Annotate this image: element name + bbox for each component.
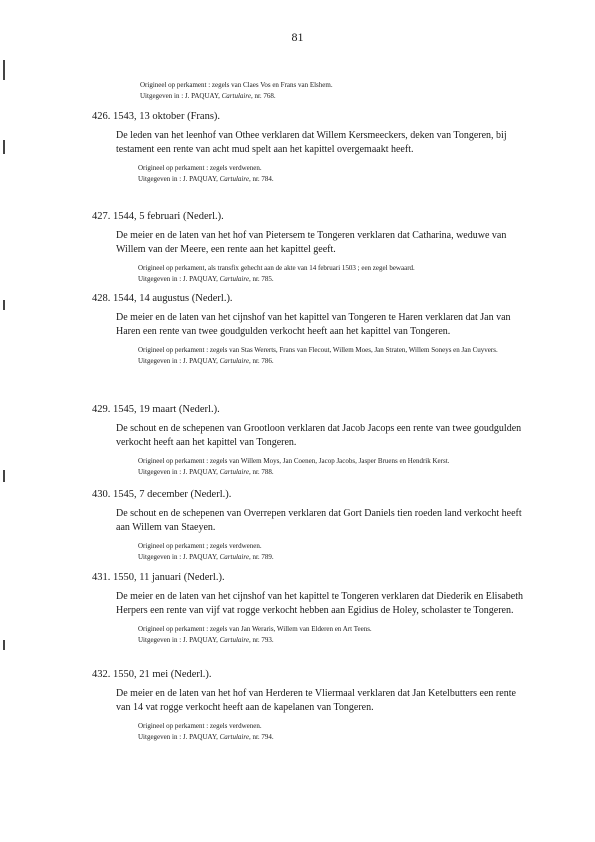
- original-line: Origineel op perkament : zegels van Jan Weraris, Willem van Elderen en Art Teens.: [138, 625, 372, 633]
- scan-edge-mark: [3, 140, 5, 154]
- scan-edge-mark: [3, 60, 5, 80]
- document-entry-429: [92, 403, 532, 478]
- edited-line: Uitgegeven in : J. PAQUAY, Cartulaire, nr. 784.: [138, 175, 274, 183]
- entry-summary: De schout en de schepenen van Grootloon verklaren dat Jacob Jacops een rente van twee goudgulden verkocht heeft aan het kapittel van Tongeren.: [116, 423, 522, 448]
- document-entry-432: [92, 668, 532, 743]
- edited-line: Uitgegeven in : J. PAQUAY, Cartulaire, nr. 789.: [138, 553, 274, 561]
- edited-line: Uitgegeven in : J. PAQUAY, Cartulaire, nr. 794.: [138, 733, 274, 741]
- entry-heading: 428. 1544, 14 augustus (Nederl.).: [92, 293, 233, 304]
- original-line: Origineel op perkament : zegels verdwenen.: [138, 164, 262, 172]
- edited-line: Uitgegeven in : J. PAQUAY, Cartulaire, nr. 793.: [138, 636, 274, 644]
- entry-heading: 430. 1545, 7 december (Nederl.).: [92, 489, 232, 500]
- entry-summary: De meier en de laten van het hof van Pietersem te Tongeren verklaren dat Catharina, weduwe van Willem van der Meere, een rente aan het kapittel geeft.: [116, 230, 507, 255]
- original-line: Origineel op perkament : zegels van Willem Moys, Jan Coenen, Jacop Jacobs, Jasper Bruens en Hendrik Kerst.: [138, 457, 450, 465]
- entry-heading: 429. 1545, 19 maart (Nederl.).: [92, 404, 220, 415]
- entry-summary: De meier en de laten van het cijnshof van het kapittel te Tongeren verklaren dat Diederik en Elisabeth Herpers een rente van vijf vat rogge verkocht hebben aan Egidius de Holey, scholaster te Tongeren.: [116, 591, 524, 616]
- entry-heading: 431. 1550, 11 januari (Nederl.).: [92, 572, 225, 583]
- entry-summary: De meier en de laten van het hof van Herderen te Vliermaal verklaren dat Jan Ketelbutters een rente van 14 vat rogge verkocht heeft aan de kapelanen van Tongeren.: [116, 688, 516, 713]
- entry-source-note: [138, 624, 532, 646]
- entry-source-note: [138, 456, 532, 478]
- entry-summary: De schout en de schepenen van Overrepen verklaren dat Gort Daniels tien roeden land verkocht heeft aan Willem van Staeyen.: [116, 508, 522, 533]
- scan-edge-mark: [3, 300, 5, 310]
- entry-source-note: [138, 163, 532, 185]
- edited-line: Uitgegeven in : J. PAQUAY, Cartulaire, nr. 768.: [140, 92, 276, 100]
- original-line: Origineel op perkament : zegels van Claes Vos en Frans van Elshem.: [140, 81, 333, 89]
- original-line: Origineel op perkament : zegels van Stas Wererts, Frans van Flecout, Willem Moes, Jan Straten, Willem Soneys en Jan Cuyvers.: [138, 346, 498, 354]
- source-note-top: [140, 80, 540, 102]
- original-line: Origineel op perkament, als transfix gehecht aan de akte van 14 februari 1503 ; een zegel bewaard.: [138, 264, 415, 272]
- document-entry-427: [92, 210, 532, 285]
- document-entry-431: [92, 571, 532, 646]
- document-entry-426: [92, 110, 532, 185]
- original-line: Origineel op perkament : zegels verdwenen.: [138, 722, 262, 730]
- scan-edge-mark: [3, 640, 5, 650]
- entry-heading: 427. 1544, 5 februari (Nederl.).: [92, 211, 224, 222]
- entry-source-note: [138, 541, 532, 563]
- original-line: Origineel op perkament ; zegels verdwenen.: [138, 542, 262, 550]
- entry-summary: De leden van het leenhof van Othee verklaren dat Willem Kersmeeckers, deken van Tongeren, bij testament een rente van acht mud spelt aan het kapittel overgemaakt heeft.: [116, 130, 507, 155]
- edited-line: Uitgegeven in : J. PAQUAY, Cartulaire, nr. 788.: [138, 468, 274, 476]
- entry-source-note: [138, 721, 532, 743]
- entry-source-note: [138, 345, 532, 367]
- entry-heading: 426. 1543, 13 oktober (Frans).: [92, 111, 221, 122]
- entry-source-note: [138, 263, 532, 285]
- edited-line: Uitgegeven in : J. PAQUAY, Cartulaire, nr. 786.: [138, 357, 274, 365]
- entry-summary: De meier en de laten van het cijnshof van het kapittel van Tongeren te Haren verklaren dat Jan van Haren een rente van twee goudgulden verkocht heeft aan het kapittel van Tongeren.: [116, 312, 511, 337]
- scan-edge-mark: [3, 470, 5, 482]
- page-number: 81: [291, 30, 304, 44]
- entry-heading: 432. 1550, 21 mei (Nederl.).: [92, 669, 212, 680]
- document-entry-430: [92, 488, 532, 563]
- document-entry-428: [92, 292, 532, 367]
- edited-line: Uitgegeven in : J. PAQUAY, Cartulaire, nr. 785.: [138, 275, 274, 283]
